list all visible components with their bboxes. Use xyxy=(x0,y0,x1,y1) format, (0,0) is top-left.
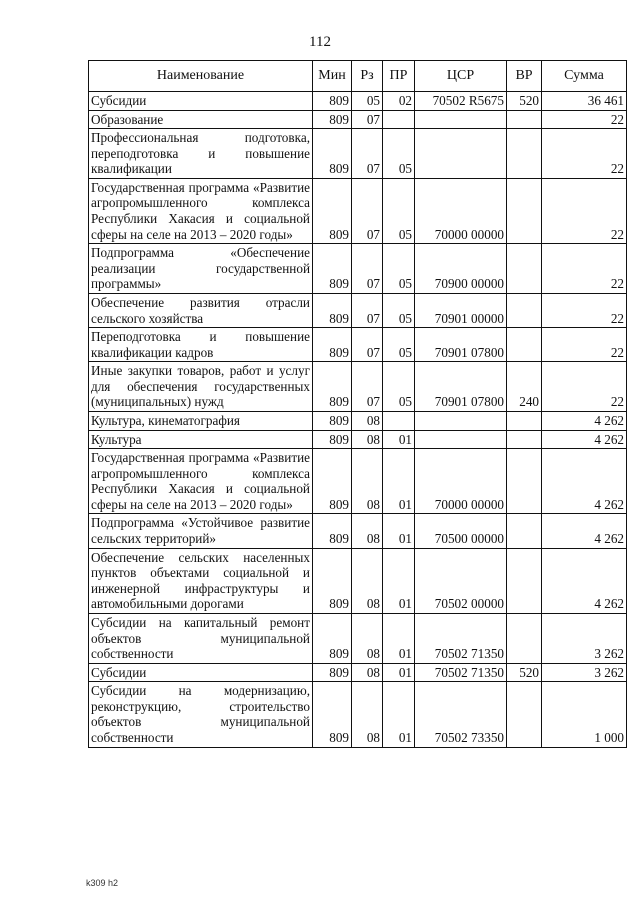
row-sum-cell: 4 262 xyxy=(542,514,627,548)
row-sum-cell: 22 xyxy=(542,244,627,294)
row-rz-cell: 08 xyxy=(352,613,383,663)
row-name-cell: Субсидии на капитальный ремонт объектов муниципальной собственности xyxy=(89,613,313,663)
row-rz-cell: 05 xyxy=(352,92,383,111)
row-min-cell: 809 xyxy=(313,449,352,514)
row-pr-cell: 01 xyxy=(383,613,415,663)
table-row xyxy=(89,293,627,327)
row-pr-cell: 05 xyxy=(383,328,415,362)
row-csr-cell xyxy=(415,129,507,179)
row-name-cell: Субсидии xyxy=(89,92,313,111)
row-sum-cell: 4 262 xyxy=(542,449,627,514)
column-header-name: Наименование xyxy=(89,61,313,92)
row-name-cell: Профессиональная подготовка, переподготовка и повышение квалификации xyxy=(89,129,313,179)
row-min-cell: 809 xyxy=(313,548,352,613)
row-name-cell: Переподготовка и повышение квалификации кадров xyxy=(89,328,313,362)
column-header-min: Мин xyxy=(313,61,352,92)
table-row xyxy=(89,430,627,449)
row-vr-cell xyxy=(507,244,542,294)
row-csr-cell: 70000 00000 xyxy=(415,449,507,514)
row-pr-cell: 05 xyxy=(383,178,415,243)
row-sum-cell: 4 262 xyxy=(542,430,627,449)
row-csr-cell: 70502 R5675 xyxy=(415,92,507,111)
row-min-cell: 809 xyxy=(313,362,352,412)
column-header-csr: ЦСР xyxy=(415,61,507,92)
table-body xyxy=(89,92,627,748)
row-csr-cell: 70502 71350 xyxy=(415,613,507,663)
row-rz-cell: 07 xyxy=(352,293,383,327)
row-min-cell: 809 xyxy=(313,682,352,747)
row-vr-cell xyxy=(507,430,542,449)
row-name-cell: Субсидии xyxy=(89,663,313,682)
column-header-sum: Сумма xyxy=(542,61,627,92)
row-vr-cell xyxy=(507,548,542,613)
row-csr-cell: 70502 71350 xyxy=(415,663,507,682)
row-sum-cell: 22 xyxy=(542,293,627,327)
table-row xyxy=(89,92,627,111)
budget-table xyxy=(88,60,627,748)
row-rz-cell: 07 xyxy=(352,110,383,129)
row-rz-cell: 08 xyxy=(352,449,383,514)
row-name-cell: Государственная программа «Развитие агропромышленного комплекса Республики Хакасия и социальной сферы на селе на 2013 – 2020 годы» xyxy=(89,178,313,243)
page-number: 112 xyxy=(309,34,331,50)
row-pr-cell: 05 xyxy=(383,129,415,179)
column-header-rz: Рз xyxy=(352,61,383,92)
table-row xyxy=(89,110,627,129)
footer-code: k309 h2 xyxy=(86,878,119,888)
row-vr-cell: 240 xyxy=(507,362,542,412)
table-row xyxy=(89,449,627,514)
row-vr-cell xyxy=(507,514,542,548)
row-min-cell: 809 xyxy=(313,129,352,179)
row-rz-cell: 07 xyxy=(352,244,383,294)
row-name-cell: Государственная программа «Развитие агропромышленного комплекса Республики Хакасия и социальной сферы на селе на 2013 – 2020 годы» xyxy=(89,449,313,514)
row-sum-cell: 4 262 xyxy=(542,548,627,613)
table-row xyxy=(89,178,627,243)
row-name-cell: Субсидии на модернизацию, реконструкцию, строительство объектов муниципальной собственности xyxy=(89,682,313,747)
row-rz-cell: 07 xyxy=(352,362,383,412)
row-min-cell: 809 xyxy=(313,514,352,548)
row-vr-cell xyxy=(507,682,542,747)
table-row xyxy=(89,362,627,412)
row-name-cell: Иные закупки товаров, работ и услуг для обеспечения государственных (муниципальных) нужд xyxy=(89,362,313,412)
row-rz-cell: 08 xyxy=(352,663,383,682)
row-min-cell: 809 xyxy=(313,430,352,449)
row-min-cell: 809 xyxy=(313,613,352,663)
row-csr-cell: 70500 00000 xyxy=(415,514,507,548)
row-csr-cell: 70502 73350 xyxy=(415,682,507,747)
row-name-cell: Образование xyxy=(89,110,313,129)
row-sum-cell: 22 xyxy=(542,328,627,362)
row-rz-cell: 08 xyxy=(352,514,383,548)
row-vr-cell xyxy=(507,449,542,514)
row-vr-cell xyxy=(507,129,542,179)
row-pr-cell: 01 xyxy=(383,514,415,548)
row-vr-cell xyxy=(507,328,542,362)
row-name-cell: Подпрограмма «Устойчивое развитие сельских территорий» xyxy=(89,514,313,548)
row-min-cell: 809 xyxy=(313,328,352,362)
row-name-cell: Культура, кинематография xyxy=(89,411,313,430)
row-min-cell: 809 xyxy=(313,92,352,111)
row-rz-cell: 08 xyxy=(352,430,383,449)
row-sum-cell: 22 xyxy=(542,178,627,243)
row-min-cell: 809 xyxy=(313,110,352,129)
row-sum-cell: 4 262 xyxy=(542,411,627,430)
row-sum-cell: 3 262 xyxy=(542,663,627,682)
row-vr-cell xyxy=(507,293,542,327)
row-csr-cell: 70901 07800 xyxy=(415,328,507,362)
table-row xyxy=(89,548,627,613)
table-row xyxy=(89,328,627,362)
row-csr-cell xyxy=(415,411,507,430)
row-pr-cell: 01 xyxy=(383,663,415,682)
table-row xyxy=(89,244,627,294)
table-row xyxy=(89,663,627,682)
row-csr-cell: 70900 00000 xyxy=(415,244,507,294)
row-pr-cell xyxy=(383,110,415,129)
row-vr-cell xyxy=(507,178,542,243)
row-sum-cell: 36 461 xyxy=(542,92,627,111)
row-sum-cell: 22 xyxy=(542,110,627,129)
table-row xyxy=(89,514,627,548)
row-rz-cell: 07 xyxy=(352,328,383,362)
row-pr-cell: 01 xyxy=(383,682,415,747)
row-vr-cell xyxy=(507,411,542,430)
row-min-cell: 809 xyxy=(313,293,352,327)
table-row xyxy=(89,613,627,663)
row-rz-cell: 07 xyxy=(352,129,383,179)
row-csr-cell: 70901 07800 xyxy=(415,362,507,412)
row-pr-cell: 05 xyxy=(383,293,415,327)
row-rz-cell: 08 xyxy=(352,411,383,430)
row-pr-cell xyxy=(383,411,415,430)
row-csr-cell xyxy=(415,110,507,129)
row-pr-cell: 01 xyxy=(383,548,415,613)
row-rz-cell: 08 xyxy=(352,682,383,747)
row-rz-cell: 08 xyxy=(352,548,383,613)
row-name-cell: Культура xyxy=(89,430,313,449)
table-row xyxy=(89,682,627,747)
row-pr-cell: 05 xyxy=(383,362,415,412)
column-header-pr: ПР xyxy=(383,61,415,92)
row-csr-cell xyxy=(415,430,507,449)
row-name-cell: Обеспечение развития отрасли сельского хозяйства xyxy=(89,293,313,327)
row-csr-cell: 70000 00000 xyxy=(415,178,507,243)
row-csr-cell: 70502 00000 xyxy=(415,548,507,613)
row-vr-cell: 520 xyxy=(507,92,542,111)
row-vr-cell xyxy=(507,110,542,129)
table-row xyxy=(89,129,627,179)
row-min-cell: 809 xyxy=(313,244,352,294)
row-pr-cell: 05 xyxy=(383,244,415,294)
row-name-cell: Подпрограмма «Обеспечение реализации государственной программы» xyxy=(89,244,313,294)
row-name-cell: Обеспечение сельских населенных пунктов объектами социальной и инженерной инфраструктуры и автомобильными дорогами xyxy=(89,548,313,613)
row-min-cell: 809 xyxy=(313,411,352,430)
row-min-cell: 809 xyxy=(313,663,352,682)
row-pr-cell: 02 xyxy=(383,92,415,111)
row-vr-cell: 520 xyxy=(507,663,542,682)
row-csr-cell: 70901 00000 xyxy=(415,293,507,327)
row-pr-cell: 01 xyxy=(383,449,415,514)
row-pr-cell: 01 xyxy=(383,430,415,449)
column-header-vr: ВР xyxy=(507,61,542,92)
row-rz-cell: 07 xyxy=(352,178,383,243)
row-sum-cell: 22 xyxy=(542,362,627,412)
row-min-cell: 809 xyxy=(313,178,352,243)
row-vr-cell xyxy=(507,613,542,663)
row-sum-cell: 1 000 xyxy=(542,682,627,747)
row-sum-cell: 3 262 xyxy=(542,613,627,663)
table-header-row xyxy=(89,61,627,92)
table-row xyxy=(89,411,627,430)
row-sum-cell: 22 xyxy=(542,129,627,179)
